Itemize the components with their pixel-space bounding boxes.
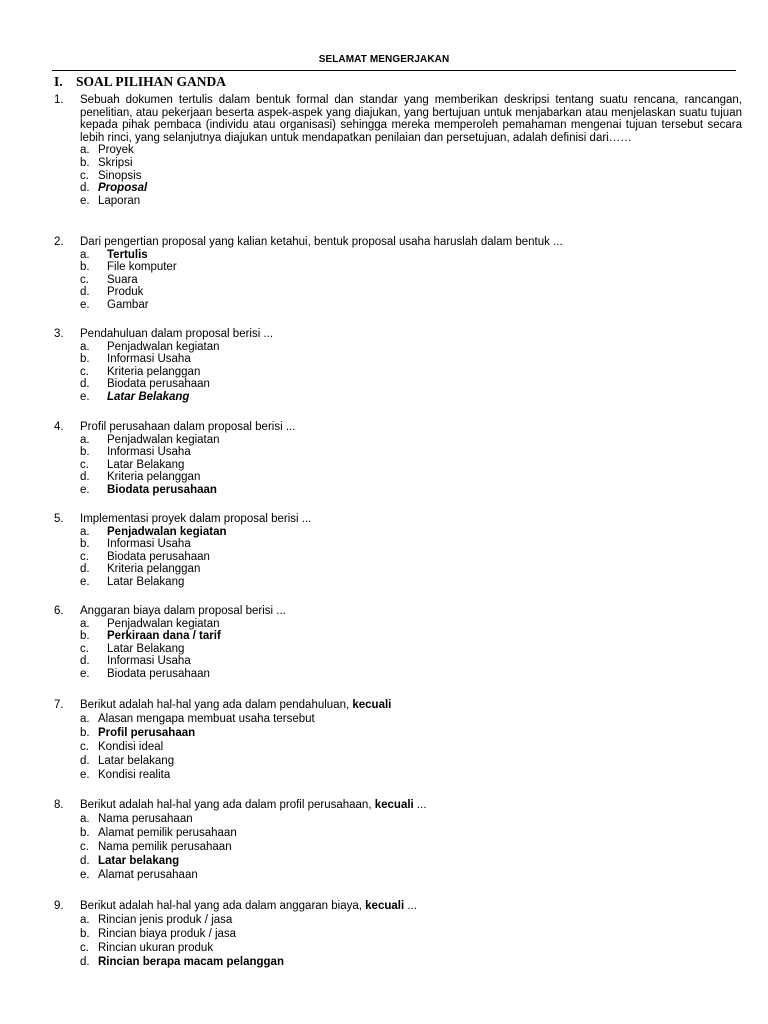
option-text: File komputer [107, 261, 177, 274]
option-list [54, 812, 744, 882]
option-text: Skripsi [98, 156, 133, 169]
option-list [54, 144, 744, 207]
option-letter: d. [80, 854, 90, 867]
option-c [54, 459, 744, 472]
option-letter: d. [80, 378, 90, 391]
option-e-answer [54, 391, 744, 404]
question-stem [54, 421, 744, 434]
option-text: Penjadwalan kegiatan [107, 617, 220, 630]
option-text: Laporan [98, 194, 141, 207]
option-list [54, 526, 744, 589]
option-text: Kondisi ideal [98, 740, 164, 753]
option-e [54, 868, 744, 882]
question-text: Pendahuluan dalam proposal berisi ... [80, 328, 274, 340]
option-text: Tertulis [107, 248, 148, 261]
option-a [54, 434, 744, 447]
option-letter: d. [80, 754, 90, 767]
option-letter: c. [80, 273, 89, 286]
option-letter: b. [80, 726, 90, 739]
option-letter: e. [80, 298, 90, 311]
option-letter: d. [80, 655, 90, 668]
question-6 [54, 605, 744, 681]
option-list [54, 618, 744, 681]
option-letter: a. [80, 340, 90, 353]
option-text: Informasi Usaha [107, 446, 191, 459]
option-d [54, 471, 744, 484]
question-number: 5. [54, 513, 64, 525]
question-7 [54, 699, 744, 782]
keyword-kecuali: kecuali [352, 699, 392, 711]
option-text: Informasi Usaha [107, 655, 191, 668]
option-list [54, 434, 744, 497]
question-text: Dari pengertian proposal yang kalian ketahui, bentuk proposal usaha haruslah dalam bentuk ... [80, 236, 563, 248]
option-text: Latar belakang [98, 754, 175, 767]
option-letter: d. [80, 955, 90, 968]
option-letter: a. [80, 433, 90, 446]
option-text: Latar Belakang [107, 575, 185, 588]
question-number: 1. [54, 94, 64, 106]
option-b [54, 927, 744, 941]
question-number: 4. [54, 421, 64, 433]
option-letter: b. [80, 927, 90, 940]
option-text: Profil perusahaan [98, 726, 196, 739]
option-text: Nama pemilik perusahaan [98, 840, 232, 853]
option-c [54, 941, 744, 955]
option-text: Rincian biaya produk / jasa [98, 927, 237, 940]
question-number: 3. [54, 328, 64, 340]
question-text: Berikut adalah hal-hal yang ada dalam anggaran biaya, [80, 900, 366, 912]
option-text: Penjadwalan kegiatan [107, 433, 220, 446]
option-text: Produk [107, 286, 144, 299]
option-letter: c. [80, 941, 89, 954]
question-number: 6. [54, 605, 64, 617]
option-letter: b. [80, 353, 90, 366]
option-letter: c. [80, 740, 89, 753]
question-stem [54, 328, 744, 341]
option-text: Proyek [98, 144, 134, 157]
option-text: Rincian jenis produk / jasa [98, 913, 233, 926]
option-letter: a. [80, 525, 90, 538]
keyword-kecuali: kecuali [365, 900, 405, 912]
option-b-answer [54, 630, 744, 643]
option-a-answer [54, 526, 744, 539]
section-heading [54, 74, 226, 90]
option-d-answer [54, 854, 744, 868]
option-text: Alamat perusahaan [98, 868, 198, 881]
option-e [54, 299, 744, 312]
option-e [54, 768, 744, 782]
option-a [54, 712, 744, 726]
option-letter: b. [80, 826, 90, 839]
option-list [54, 913, 744, 969]
option-text: Proposal [98, 182, 148, 195]
option-text: Gambar [107, 298, 149, 311]
option-d [54, 754, 744, 768]
option-letter: c. [80, 458, 89, 471]
question-stem [54, 94, 742, 144]
option-letter: d. [80, 563, 90, 576]
option-text: Biodata perusahaan [107, 483, 217, 496]
option-letter: d. [80, 182, 90, 195]
option-text: Penjadwalan kegiatan [107, 340, 220, 353]
option-letter: b. [80, 630, 90, 643]
question-text: Sebuah dokumen tertulis dalam bentuk formal dan standar yang memberikan deskripsi tentang suatu rencana, rancangan, penelitian, atau pekerjaan beserta aspek-aspek yang diajukan, yang bertujuan untuk menjabarkan atau menjelaskan suatu tujuan kepada pihak pembaca (individu atau organisasi) sehingga mereka memperoleh pemahaman mengenai tujuan tersebut secara lebih rinci, yang selanjutnya diajukan untuk mendapatkan penilaian dan persetujuan, adalah definisi dari…… [80, 94, 742, 144]
question-stem [54, 900, 744, 913]
option-d [54, 286, 744, 299]
option-text: Biodata perusahaan [107, 378, 210, 391]
option-a [54, 144, 744, 157]
option-letter: e. [80, 575, 90, 588]
question-text: Implementasi proyek dalam proposal berisi ... [80, 513, 312, 525]
option-text: Latar belakang [98, 854, 180, 867]
option-letter: e. [80, 483, 90, 496]
option-letter: a. [80, 712, 90, 725]
option-text: Alamat pemilik perusahaan [98, 826, 237, 839]
option-b [54, 446, 744, 459]
question-stem [54, 605, 744, 618]
option-b [54, 538, 744, 551]
option-letter: a. [80, 248, 90, 261]
option-letter: c. [80, 642, 89, 655]
question-text: Berikut adalah hal-hal yang ada dalam pendahuluan, [80, 699, 353, 711]
option-d [54, 563, 744, 576]
section-title: SOAL PILIHAN GANDA [76, 74, 227, 89]
option-b-answer [54, 726, 744, 740]
question-3 [54, 328, 744, 404]
option-text: Latar Belakang [107, 642, 185, 655]
question-number: 8. [54, 799, 64, 811]
option-text: Alasan mengapa membuat usaha tersebut [98, 712, 315, 725]
option-list [54, 712, 744, 782]
option-letter: b. [80, 261, 90, 274]
option-b [54, 157, 744, 170]
option-text: Kriteria pelanggan [107, 471, 201, 484]
option-text: Kondisi realita [98, 768, 171, 781]
option-letter: e. [80, 194, 90, 207]
option-d [54, 655, 744, 668]
question-text-end: ... [404, 900, 417, 912]
option-letter: d. [80, 471, 90, 484]
option-letter: c. [80, 840, 89, 853]
option-a [54, 618, 744, 631]
option-letter: a. [80, 913, 90, 926]
option-text: Rincian berapa macam pelanggan [98, 955, 284, 968]
option-text: Suara [107, 273, 138, 286]
option-letter: c. [80, 550, 89, 563]
option-text: Latar Belakang [107, 390, 190, 403]
question-text: Berikut adalah hal-hal yang ada dalam profil perusahaan, [80, 799, 375, 811]
option-letter: a. [80, 144, 90, 157]
option-c [54, 643, 744, 656]
option-text: Perkiraan dana / tarif [107, 630, 221, 643]
option-d [54, 378, 744, 391]
option-letter: b. [80, 538, 90, 551]
option-a [54, 341, 744, 354]
option-a [54, 812, 744, 826]
option-c [54, 740, 744, 754]
option-letter: e. [80, 667, 90, 680]
option-b [54, 261, 744, 274]
option-text: Nama perusahaan [98, 812, 193, 825]
option-text: Latar Belakang [107, 458, 185, 471]
question-5 [54, 513, 744, 589]
question-number: 2. [54, 236, 64, 248]
question-stem [54, 799, 744, 812]
option-e [54, 576, 744, 589]
option-a-answer [54, 249, 744, 262]
option-letter: c. [80, 365, 89, 378]
option-letter: e. [80, 390, 90, 403]
option-text: Informasi Usaha [107, 353, 191, 366]
option-c [54, 170, 744, 183]
option-letter: b. [80, 156, 90, 169]
question-1 [54, 94, 744, 207]
option-list [54, 341, 744, 404]
option-b [54, 353, 744, 366]
option-text: Penjadwalan kegiatan [107, 525, 227, 538]
option-letter: e. [80, 768, 90, 781]
option-e-answer [54, 484, 744, 497]
option-a [54, 913, 744, 927]
option-text: Kriteria pelanggan [107, 365, 201, 378]
option-letter: a. [80, 812, 90, 825]
header-rule [52, 70, 736, 71]
option-letter: c. [80, 169, 89, 182]
page-header: SELAMAT MENGERJAKAN [318, 54, 450, 65]
option-letter: b. [80, 446, 90, 459]
option-text: Informasi Usaha [107, 538, 191, 551]
option-d-answer [54, 955, 744, 969]
question-2 [54, 236, 744, 312]
keyword-kecuali: kecuali [374, 799, 414, 811]
section-number: I. [54, 74, 63, 89]
option-e [54, 668, 744, 681]
option-e [54, 195, 744, 208]
option-letter: a. [80, 617, 90, 630]
question-text: Anggaran biaya dalam proposal berisi ... [80, 605, 286, 617]
option-b [54, 826, 744, 840]
option-text: Sinopsis [98, 169, 142, 182]
question-8 [54, 799, 744, 882]
option-letter: e. [80, 868, 90, 881]
question-stem [54, 699, 744, 712]
question-text: Profil perusahaan dalam proposal berisi ... [80, 421, 296, 433]
option-c [54, 366, 744, 379]
option-text: Biodata perusahaan [107, 550, 210, 563]
question-number: 9. [54, 900, 64, 912]
question-4 [54, 421, 744, 497]
question-stem [54, 236, 744, 249]
option-text: Rincian ukuran produk [98, 941, 214, 954]
question-number: 7. [54, 699, 64, 711]
option-c [54, 840, 744, 854]
option-d-answer [54, 182, 744, 195]
option-text: Kriteria pelanggan [107, 563, 201, 576]
option-text: Biodata perusahaan [107, 667, 210, 680]
option-letter: d. [80, 286, 90, 299]
option-c [54, 551, 744, 564]
question-stem [54, 513, 744, 526]
option-list [54, 249, 744, 312]
question-9 [54, 900, 744, 969]
option-c [54, 274, 744, 287]
question-text-end: ... [413, 799, 427, 811]
